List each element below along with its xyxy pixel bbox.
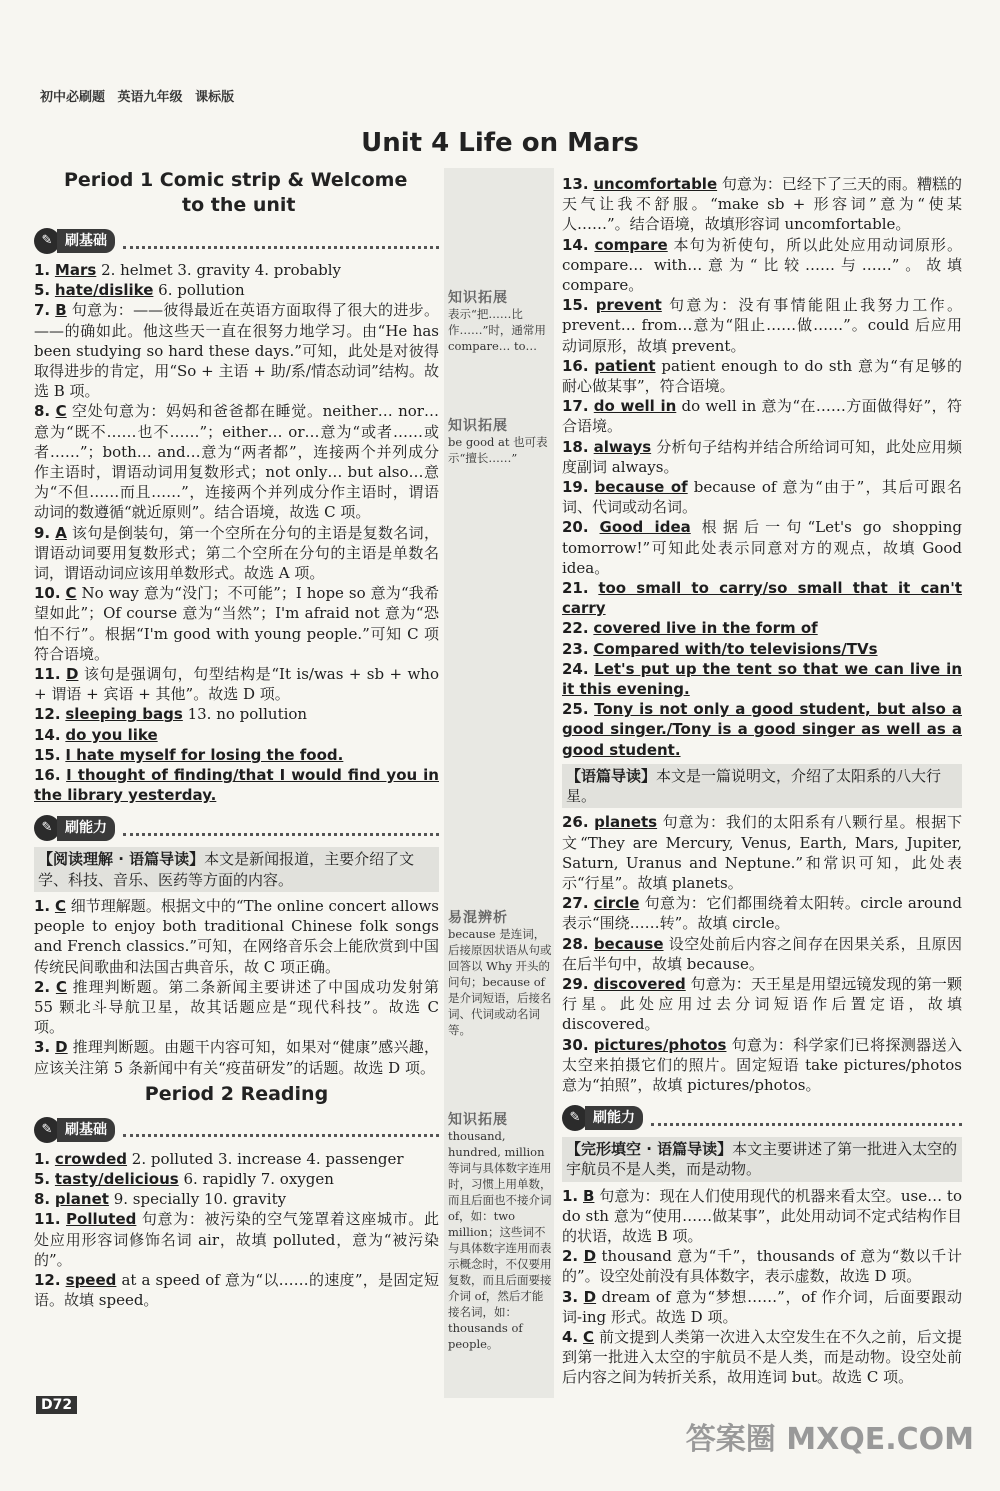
answer-item: 15. I hate myself for losing the food. bbox=[34, 745, 344, 764]
answer-item: 10. C No way 意为“没门；不可能”；I hope so 意为“我希望如此”；Of course 意为“当然”；I'm afraid not 意为“恐怕不行”。根据“I'm good with young people.”可知 C 项符合语境。 bbox=[34, 584, 439, 663]
pencil-icon: ✎ bbox=[562, 1105, 588, 1131]
answer-item: 23. Compared with/to televisions/TVs bbox=[562, 639, 878, 658]
answer-item: 15. prevent 句意为：没有事情能阻止我努力工作。prevent… from…意为“阻止……做……”。could 后应用动词原形，故填 prevent。 bbox=[562, 296, 962, 355]
answer-item: 28. because 设空处前后内容之间存在因果关系，且原因在后半句中，故填 because。 bbox=[562, 934, 962, 973]
answer-item: 18. always 分析句子结构并结合所给词可知，此处应用频度副词 always。 bbox=[562, 437, 962, 476]
answer-item: 8. C 空处句意为：妈妈和爸爸都在睡觉。neither… nor…意为“既不……也不……”；either… or…意为“或者……或者……”；both… and…意为“两者都”，连接两个并列成分作主语时，谓语动词用复数形式；not only… but also…意为“不但……而且……”，连接两个并列成分作主语时，谓语动词的数遵循“就近原则”。结合语境，故选 C 项。 bbox=[34, 402, 439, 522]
answer-list bbox=[34, 1149, 439, 1311]
side-note: 知识拓展 表示“把……比作……”时，通常用 compare… to… bbox=[448, 290, 546, 353]
answer-list bbox=[562, 174, 962, 760]
answer-item: 1. Mars 2. helmet 3. gravity 4. probably bbox=[34, 261, 342, 279]
answer-list bbox=[34, 260, 439, 805]
answer-item: 27. circle 句意为：它们都围绕着太阳转。circle around 表示“围绕……转”。故填 circle。 bbox=[562, 894, 962, 933]
text-guide: 【语篇导读】本文是一篇说明文，介绍了太阳系的八大行星。 bbox=[562, 764, 962, 808]
ability-badge: ✎ 刷能力 bbox=[562, 1105, 962, 1131]
answer-list bbox=[34, 896, 439, 1078]
reading-guide: 【阅读理解 · 语篇导读】本文是新闻报道，主要介绍了文学、科技、音乐、医药等方面的内容。 bbox=[34, 847, 439, 891]
column-left bbox=[34, 168, 439, 1310]
answer-item: 11. Polluted 句意为：被污染的空气笼罩着这座城市。此处应用形容词修饰名词 air，故填 polluted，意为“被污染的”。 bbox=[34, 1210, 439, 1269]
answer-item: 21. too small to carry/so small that it can't carry bbox=[562, 579, 962, 618]
answer-item: 29. discovered 句意为：天王星是用望远镜发现的第一颗行星。此处应用过去分词短语作后置定语，故填 discovered。 bbox=[562, 974, 962, 1034]
answer-list bbox=[562, 812, 962, 1095]
side-note: 知识拓展 thousand, hundred, million 等词与具体数字连用时，习惯上用单数，而且后面也不接介词 of，如：two million；这些词不与具体数字连用而表示概念时，不仅要用复数，而且后面要接介词 of，然后才能接名词，如：thousands of people。 bbox=[448, 1112, 552, 1351]
answer-item: 3. D dream of 意为“梦想……”，of 作介词，后面要跟动词-ing 形式。故选 D 项。 bbox=[562, 1287, 962, 1326]
answer-item: 13. uncomfortable 句意为：已经下了三天的雨。糟糕的天气让我不舒服。“make sb + 形容词”意为“使某人……”。结合语境，故填形容词 uncomfortable。 bbox=[562, 175, 962, 234]
answer-item: 4. C 前文提到人类第一次进入太空发生在不久之前，后文提到第一批进入太空的宇航员不是人类，而是动物。设空处前后内容之间为转折关系，故用连词 but。故选 C 项。 bbox=[562, 1327, 962, 1387]
basic-badge: ✎ 刷基础 bbox=[34, 228, 439, 254]
side-note: 易混辨析 because 是连词，后接原因状语从句或回答以 Why 开头的问句；because of 是介词短语，后接名词、代词或动名词等。 bbox=[448, 910, 552, 1037]
series-name: 初中必刷题 bbox=[40, 90, 106, 105]
pencil-icon: ✎ bbox=[34, 815, 60, 841]
pencil-icon: ✎ bbox=[34, 228, 60, 254]
answer-item: 12. sleeping bags 13. no pollution bbox=[34, 705, 308, 724]
book-header bbox=[40, 86, 242, 105]
answer-item: 16. patient patient enough to do sth 意为“有足够的耐心做某事”，符合语境。 bbox=[562, 356, 962, 396]
answer-item: 20. Good idea 根据后一句“Let's go shopping tomorrow!”可知此处表示同意对方的观点，故填 Good idea。 bbox=[562, 518, 962, 577]
watermark-logo: 答案圈 MXQE.COM bbox=[685, 1422, 974, 1457]
cloze-guide: 【完形填空 · 语篇导读】本文主要讲述了第一批进入太空的宇航员不是人类，而是动物。 bbox=[562, 1137, 962, 1181]
period-1-title: Period 1 Comic strip & Welcome to the unit bbox=[64, 169, 408, 216]
column-right bbox=[562, 174, 962, 1388]
answer-item: 24. Let's put up the tent so that we can live in it this evening. bbox=[562, 659, 962, 699]
edition-name: 课标版 bbox=[195, 90, 235, 105]
period-2-title: Period 2 Reading bbox=[144, 1082, 329, 1105]
answer-item: 5. hate/dislike 6. pollution bbox=[34, 281, 245, 300]
answer-item: 1. C 细节理解题。根据文中的“The online concert allows people to enjoy both traditional Chinese folk songs and French classics.”可知，在网络音乐会上能欣赏到中国传统民间歌曲和法国古典音乐，故 C 项正确。 bbox=[34, 896, 439, 976]
answer-item: 9. A 该句是倒装句，第一个空所在分句的主语是复数名词，谓语动词要用复数形式；第二个空所在分句的主语是单数名词，谓语动词应该用单数形式。故选 A 项。 bbox=[34, 523, 439, 583]
answer-item: 26. planets 句意为：我们的太阳系有八颗行星。根据下文“They are Mercury, Venus, Earth, Mars, Jupiter, Saturn, Uranus and Neptune.”和常识可知，此处表示“行星”。故填 planets。 bbox=[562, 813, 962, 892]
answer-list bbox=[562, 1186, 962, 1388]
answer-item: 3. D 推理判断题。由题干内容可知，如果对“健康”感兴趣，应该关注第 5 条新闻中有关“疫苗研发”的话题。故选 D 项。 bbox=[34, 1038, 439, 1077]
answer-item: 30. pictures/photos 句意为：科学家们已将探测器送入太空来拍摄它们的照片。固定短语 take pictures/photos 意为“拍照”，故填 pictures/photos。 bbox=[562, 1035, 962, 1094]
answer-item: 5. tasty/delicious 6. rapidly 7. oxygen bbox=[34, 1169, 334, 1188]
answer-item: 16. I thought of finding/that I would find you in the library yesterday. bbox=[34, 766, 439, 805]
answer-item: 14. compare 本句为祈使句，所以此处应用动词原形。compare… with…意为“比较……与……”。故填 compare。 bbox=[562, 235, 962, 295]
answer-item: 19. because of because of 意为“由于”，其后可跟名词、代词或动名词。 bbox=[562, 478, 962, 517]
answer-item: 12. speed at a speed of 意为“以……的速度”，是固定短语。故填 speed。 bbox=[34, 1270, 439, 1310]
answer-item: 2. C 推理判断题。第二条新闻主要讲述了中国成功发射第 55 颗北斗导航卫星，故其话题应是“现代科技”。故选 C 项。 bbox=[34, 977, 439, 1037]
unit-title: Unit 4 Life on Mars bbox=[361, 128, 639, 158]
answer-item: 11. D 该句是强调句，句型结构是“It is/was + sb + who + 谓语 + 宾语 + 其他”。故选 D 项。 bbox=[34, 665, 439, 704]
answer-item: 17. do well in do well in 意为“在……方面做得好”，符合语境。 bbox=[562, 397, 963, 436]
answer-item: 7. B 句意为：——彼得最近在英语方面取得了很大的进步。——的确如此。他这些天一直在很努力地学习。由“He has been studying so hard these days.”可知，此处是对彼得取得进步的肯定，用“So + 主语 + 助/系/情态动词”结构。故选 B 项。 bbox=[34, 301, 439, 401]
answer-item: 8. planet 9. specially 10. gravity bbox=[34, 1190, 287, 1209]
answer-item: 2. D thousand 意为“千”，thousands of 意为“数以千计的”。设空处前没有具体数字，表示虚数，故选 D 项。 bbox=[562, 1247, 962, 1286]
answer-item: 25. Tony is not only a good student, but also a good singer./Tony is a good singer as well as a good student. bbox=[562, 700, 962, 759]
answer-item: 14. do you like bbox=[34, 725, 158, 744]
ability-badge: ✎ 刷能力 bbox=[34, 815, 439, 841]
answer-item: 22. covered live in the form of bbox=[562, 619, 818, 638]
answer-item: 1. crowded 2. polluted 3. increase 4. passenger bbox=[34, 1149, 404, 1168]
pencil-icon: ✎ bbox=[34, 1117, 60, 1143]
basic-badge: ✎ 刷基础 bbox=[34, 1117, 439, 1143]
answer-item: 1. B 句意为：现在人们使用现代的机器来看太空。use… to do sth 意为“使用……做某事”，此处用动词不定式结构作目的状语，故选 B 项。 bbox=[562, 1186, 962, 1245]
page-number: D72 bbox=[36, 1396, 77, 1414]
subject-name: 英语九年级 bbox=[117, 90, 183, 105]
side-note: 知识拓展 be good at 也可表示“擅长……” bbox=[448, 418, 548, 465]
